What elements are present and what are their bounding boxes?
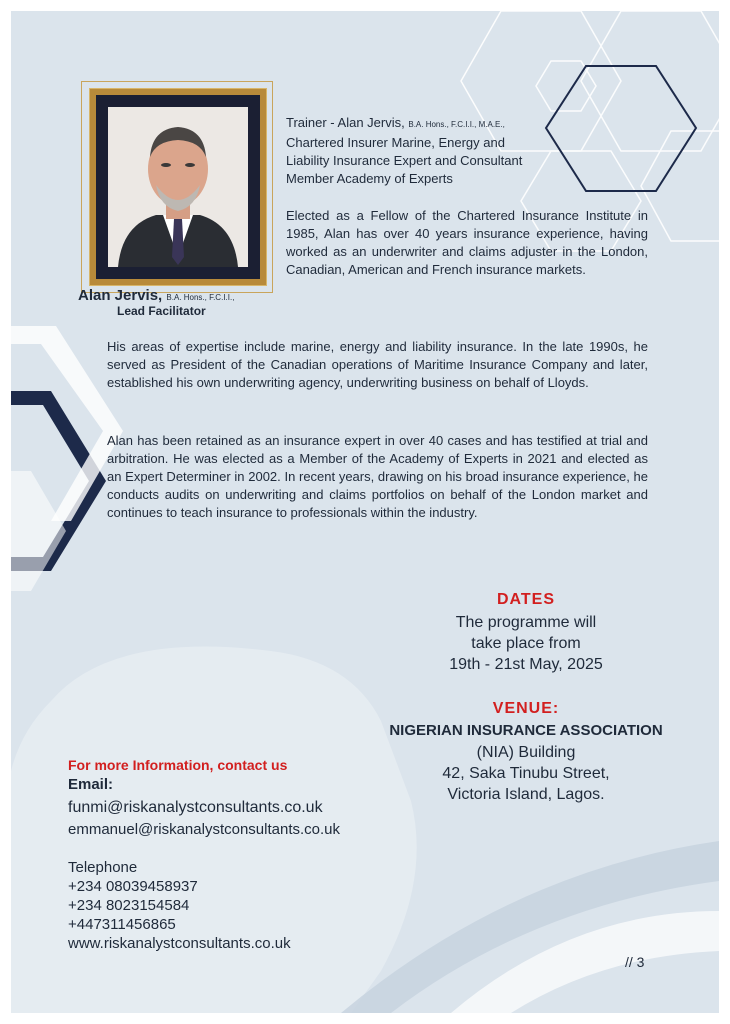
dates-body	[418, 612, 634, 675]
trainer-title-line	[286, 114, 646, 134]
venue-organization: NIGERIAN INSURANCE ASSOCIATION	[389, 722, 663, 739]
trainer-quals: B.A. Hons., F.C.I.I., M.A.E.,	[408, 120, 505, 129]
telephone-label: Telephone	[68, 859, 138, 876]
dates-line-1: The programme will	[455, 614, 597, 631]
phone-number-2[interactable]: +234 8023154584	[68, 897, 190, 914]
venue-address	[400, 742, 652, 805]
trainer-line-3: Liability Insurance Expert and Consultant	[286, 153, 523, 168]
email-link-1[interactable]: funmi@riskanalystconsultants.co.uk	[68, 799, 323, 816]
bio-paragraph-3: Alan has been retained as an insurance expert in over 40 cases and has testified at trial and arbitration. He was elected as a Member of the Academy of Experts in 2021 and elected as an Expert Determiner in 2002. In recent years, drawing on his broad insurance experience, he conducts audits on underwriting and claims portfolios on behalf of the London market and continues to teach insurance to professionals within the industry.	[107, 433, 648, 520]
contact-heading: For more Information, contact us	[68, 757, 288, 773]
dates-line-3: 19th - 21st May, 2025	[449, 656, 603, 673]
dates-line-2: take place from	[471, 635, 581, 652]
white-chevron-shape-lower	[11, 471, 66, 591]
facilitator-quals: B.A. Hons., F.C.I.I.,	[166, 293, 235, 302]
trainer-title-prefix: Trainer - Alan Jervis,	[286, 115, 405, 130]
page-number: // 3	[625, 954, 645, 970]
phone-number-3[interactable]: +447311456865	[68, 916, 176, 933]
venue-line-3: Victoria Island, Lagos.	[447, 786, 605, 803]
email-link-2[interactable]: emmanuel@riskanalystconsultants.co.uk	[68, 821, 341, 838]
dates-heading: DATES	[496, 591, 556, 608]
facilitator-role: Lead Facilitator	[117, 304, 206, 318]
bio-paragraph-2: His areas of expertise include marine, energy and liability insurance. In the late 1990s, he served as President of the Canadian operations of Maritime Insurance Company and later, established his own underwriting agency, underwriting business on behalf of Lloyds.	[107, 339, 648, 390]
email-label: Email:	[68, 776, 114, 793]
venue-line-1: (NIA) Building	[476, 744, 576, 761]
website-link[interactable]: www.riskanalystconsultants.co.uk	[68, 935, 291, 952]
photo-frame	[89, 88, 267, 286]
trainer-photo	[108, 107, 248, 267]
venue-heading: VENUE:	[492, 700, 560, 717]
trainer-line-4: Member Academy of Experts	[286, 171, 453, 186]
facilitator-name-text: Alan Jervis,	[78, 287, 163, 304]
photo-mat	[96, 95, 260, 279]
trainer-heading	[286, 114, 646, 188]
venue-line-2: 42, Saka Tinubu Street,	[442, 765, 610, 782]
facilitator-name	[78, 287, 234, 304]
phone-number-1[interactable]: +234 08039458937	[68, 878, 198, 895]
bio-paragraph-1: Elected as a Fellow of the Chartered Insurance Institute in 1985, Alan has over 40 years insurance experience, having worked as an underwriter and claims adjuster in the London, Canadian, American and French insurance markets.	[286, 208, 648, 277]
trainer-line-2: Chartered Insurer Marine, Energy and	[286, 135, 505, 150]
